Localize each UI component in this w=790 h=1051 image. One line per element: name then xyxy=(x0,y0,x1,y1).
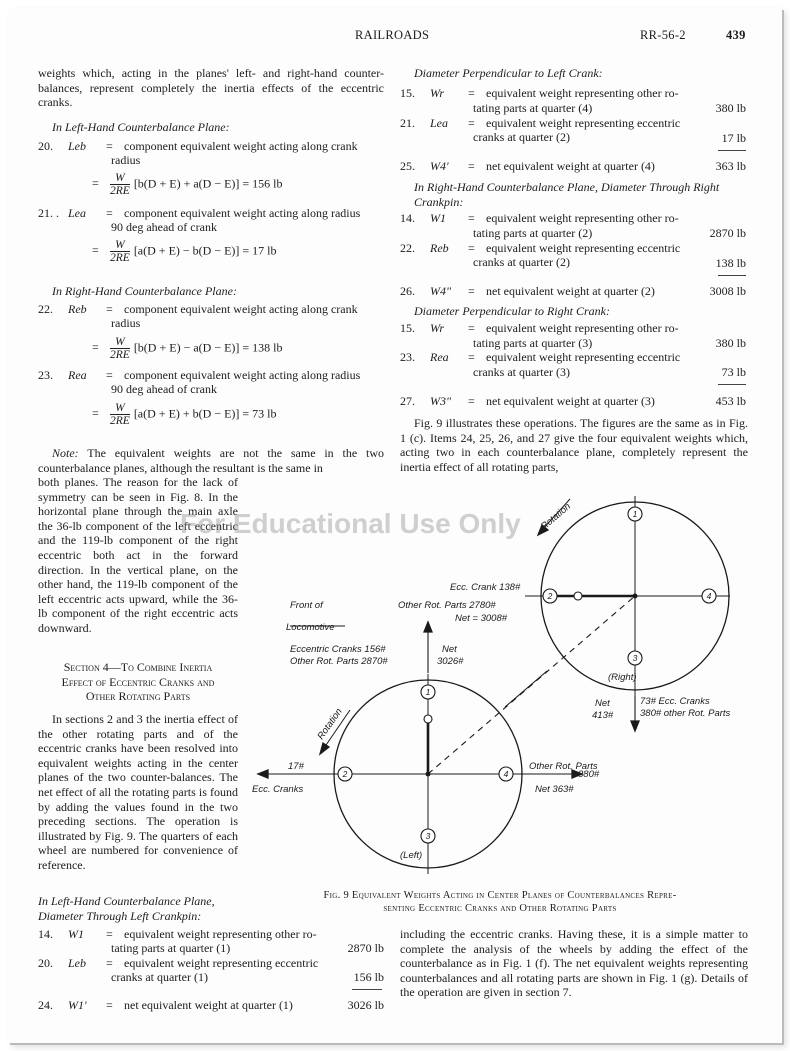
quarter-label: 1 xyxy=(425,687,431,697)
closing-paragraph: including the eccentric cranks. Having these, it is a simple matter to complete the analysis of the wheels by adding the effect of the counterbalance as in Fig. 1 (f). The net equivalent weights representing counterbalances and all rotating parts are shown in Fig. 1 (g). Details of the operation are given in section 7. xyxy=(400,927,748,1000)
eq-number: 26. xyxy=(400,284,415,298)
eq-symbol: W1' xyxy=(68,998,87,1012)
sum-rule xyxy=(352,989,382,990)
eq-r27-row: 27. W3" = net equivalent weight at quarter (3) xyxy=(400,394,655,408)
eq-23-cont: 90 deg ahead of crank xyxy=(111,382,217,396)
section-4-paragraph: In sections 2 and 3 the inertia effect of the other rotating parts and of the eccentric cranks have been resolved into equivalent weights acting in the center planes of the two counter-balances. The net effect of all the rotating parts is found by adding the values found in the two preceding sections. The operation is illustrated by Fig. 9. The quarters of each wheel are numbered for convenience of reference. xyxy=(38,712,238,872)
frac-num: W xyxy=(110,172,130,185)
eq-symbol: Wr xyxy=(430,86,445,100)
eq-number: 21. . xyxy=(38,206,59,220)
eq-description: equivalent weight representing eccentric xyxy=(486,350,681,364)
section-heading-line: Other Rotating Parts xyxy=(85,689,191,704)
eq-symbol: Rea xyxy=(430,350,449,364)
right-heading-3: Diameter Perpendicular to Right Crank: xyxy=(414,304,610,318)
quarter-label: 4 xyxy=(503,769,509,779)
eq-r26-value: 3008 lb xyxy=(709,284,746,298)
other-rot-380-right: 380# other Rot. Parts xyxy=(640,708,731,719)
eq-symbol: Reb xyxy=(430,241,449,255)
eq-r22-row: 22. Reb = equivalent weight representing eccentric xyxy=(400,241,681,255)
eq-r14-row: 14. W1 = equivalent weight representing other ro- xyxy=(400,211,679,225)
sum-rule xyxy=(718,275,746,276)
frac-den: 2RE xyxy=(110,252,130,264)
quarter-label: 3 xyxy=(425,831,431,841)
eq-r22-value: 138 lb xyxy=(715,256,746,270)
rotation-label-left: Rotation xyxy=(315,706,345,742)
quarter-label: 3 xyxy=(632,653,638,663)
section-4-heading xyxy=(38,660,238,704)
watermark: For Educational Use Only xyxy=(180,508,521,539)
lhc-heading-line: In Left-Hand Counterbalance Plane, xyxy=(38,894,215,908)
eq-r26-row: 26. W4" = net equivalent weight at quarter (2) xyxy=(400,284,655,298)
eq-20-formula: = $\frac{W}{2RE}$ [b(D + E) + a(D − E)] = 156 lb xyxy=(92,172,283,197)
right-heading-1: Diameter Perpendicular to Left Crank: xyxy=(414,66,603,80)
eq-b20-value: 156 lb xyxy=(353,970,384,984)
frac-den: 2RE xyxy=(110,415,130,427)
ecc-crank-138: Ecc. Crank 138# xyxy=(450,582,521,593)
eq-description: net equivalent weight at quarter (1) xyxy=(124,998,293,1012)
quarter-label: 4 xyxy=(706,591,712,601)
figure-caption xyxy=(250,889,750,915)
note-paragraph-b: both planes. The reason for the lack of symmetry can be seen in Fig. 8. In the horizontal plane through the main axle the 36-lb component of the left eccentric and the 119-lb component of the right eccentric both act in the forward direction. In the vertical plane, on the other hand, the 119-lb component of the left eccentric acts upward, while the 36-lb component of the right eccentric acts downward. xyxy=(38,475,238,635)
other-rot-2870: Other Rot. Parts 2870# xyxy=(290,656,388,667)
left-wheel-label: (Left) xyxy=(400,850,423,861)
eq-description: component equivalent weight acting along crank xyxy=(124,302,358,316)
eq-number: 27. xyxy=(400,394,415,408)
lhc-heading xyxy=(38,894,215,923)
net-3008: Net = 3008# xyxy=(455,613,508,624)
eq-r27-value: 453 lb xyxy=(715,394,746,408)
note-paragraph-a xyxy=(38,446,384,475)
eq-21-row: 21. . Lea = component equivalent weight acting along radius xyxy=(38,206,361,220)
ecc-cranks-73: 73# Ecc. Cranks xyxy=(640,696,710,707)
formula-expression: [b(D + E) + a(D − E)] = 156 lb xyxy=(133,176,283,191)
section-heading-line: Section 4—To Combine Inertia xyxy=(63,660,213,674)
eq-description: component equivalent weight acting along radius xyxy=(124,206,361,220)
eq-number: 20. xyxy=(38,956,53,970)
eq-21-formula: = $\frac{W}{2RE}$ [a(D + E) − b(D − E)] = 17 lb xyxy=(92,239,277,264)
right-wheel-label: (Right) xyxy=(608,672,637,683)
seventeen-label: 17# xyxy=(288,761,304,772)
eq-number: 23. xyxy=(38,368,53,382)
eq-description: equivalent weight representing eccentric xyxy=(124,956,319,970)
eq-r15b-cont: tating parts at quarter (3) xyxy=(473,336,593,350)
eq-b24-value: 3026 lb xyxy=(347,998,384,1012)
other-rot-label-left: Other Rot. Parts xyxy=(529,761,598,772)
eq-symbol: W3" xyxy=(430,394,452,408)
eq-r15-row: 15. Wr = equivalent weight representing other ro- xyxy=(400,86,679,100)
quarter-label: 1 xyxy=(632,509,638,519)
eq-r23-value: 73 lb xyxy=(721,365,746,379)
front-label-2: Locomotive xyxy=(286,622,335,633)
eq-r15-cont: tating parts at quarter (4) xyxy=(473,101,593,115)
eq-symbol: W4' xyxy=(430,159,449,173)
running-header-title: RAILROADS xyxy=(355,28,430,42)
eq-22-row: 22. Reb = component equivalent weight acting along crank xyxy=(38,302,358,316)
note-text-a: The equivalent weights are not the same in the two counterbalance planes, although the resultant is the same in xyxy=(38,446,384,475)
eq-symbol: Leb xyxy=(68,956,86,970)
eq-description: component equivalent weight acting along radius xyxy=(124,368,361,382)
fig-intro-paragraph: Fig. 9 illustrates these operations. The figures are the same as in Fig. 1 (c). Items 24, 25, 26, and 27 give the four equivalent weights which, acting two in each counterbalance plane, completely represent the inertia effect of all rotating parts, xyxy=(400,416,748,474)
lh-plane-heading: In Left-Hand Counterbalance Plane: xyxy=(52,120,230,134)
caption-line: Fig. 9 Equivalent Weights Acting in Center Planes of Counterbalances Repre- xyxy=(323,890,677,901)
other-rot-380-value: 380# xyxy=(578,769,600,780)
rotation-label-right: Rotation xyxy=(538,501,574,533)
eq-r25-value: 363 lb xyxy=(715,159,746,173)
eq-21-cont: 90 deg ahead of crank xyxy=(111,220,217,234)
intro-paragraph: weights which, acting in the planes' left- and right-hand counter-balances, represent completely the inertia effects of the eccentric cranks. xyxy=(38,66,384,110)
right-heading-2-line: Crankpin: xyxy=(414,194,464,209)
eq-symbol: Reb xyxy=(68,302,87,316)
eq-description: equivalent weight representing other ro- xyxy=(124,927,317,941)
formula-expression: [a(D + E) − b(D − E)] = 17 lb xyxy=(133,243,277,258)
eq-b20-row: 20. Leb = equivalent weight representing eccentric xyxy=(38,956,319,970)
eq-description: equivalent weight representing other ro- xyxy=(486,86,679,100)
ecc-cranks-left: Ecc. Cranks xyxy=(252,784,304,795)
eq-number: 14. xyxy=(38,927,53,941)
eq-b14-value: 2870 lb xyxy=(347,941,384,955)
frac-num: W xyxy=(110,239,130,252)
sum-rule xyxy=(718,150,746,151)
formula-expression: [a(D + E) + b(D − E)] = 73 lb xyxy=(133,406,277,421)
eq-symbol: Wr xyxy=(430,321,445,335)
eq-r22-cont: cranks at quarter (2) xyxy=(473,255,570,269)
eq-number: 23. xyxy=(400,350,415,364)
eq-description: equivalent weight representing eccentric xyxy=(486,116,681,130)
eq-r21-cont: cranks at quarter (2) xyxy=(473,130,570,144)
eq-b20-cont: cranks at quarter (1) xyxy=(111,970,208,984)
other-rot-2780: Other Rot. Parts 2780# xyxy=(398,600,496,611)
eq-symbol: Lea xyxy=(68,206,86,220)
eq-22-formula: = $\frac{W}{2RE}$ [b(D + E) − a(D − E)] = 138 lb xyxy=(92,336,283,361)
right-heading-2 xyxy=(414,180,748,209)
eq-symbol: Leb xyxy=(68,139,86,153)
net-3026: 3026# xyxy=(437,656,464,667)
eq-description: net equivalent weight at quarter (3) xyxy=(486,394,655,408)
front-label-1: Front of xyxy=(290,600,323,611)
net-363: Net 363# xyxy=(535,784,574,795)
sum-rule xyxy=(718,384,746,385)
eq-number: 21. xyxy=(400,116,415,130)
eq-number: 20. xyxy=(38,139,53,153)
eq-b14-cont: tating parts at quarter (1) xyxy=(111,941,231,955)
note-label: Note: xyxy=(52,446,79,460)
eq-r23-row: 23. Rea = equivalent weight representing eccentric xyxy=(400,350,681,364)
frac-num: W xyxy=(110,402,130,415)
page-number: 439 xyxy=(726,28,746,42)
eq-description: component equivalent weight acting along crank xyxy=(124,139,358,153)
eq-20-cont: radius xyxy=(111,153,141,167)
figure-9-diagram xyxy=(250,490,760,890)
net-413-value: 413# xyxy=(592,710,614,721)
eq-description: equivalent weight representing other ro- xyxy=(486,321,679,335)
caption-line: senting Eccentric Cranks and Other Rotating Parts xyxy=(383,903,617,914)
eq-b24-row: 24. W1' = net equivalent weight at quarter (1) xyxy=(38,998,293,1012)
section-heading-line: Effect of Eccentric Cranks and xyxy=(61,674,215,689)
eq-description: net equivalent weight at quarter (2) xyxy=(486,284,655,298)
net-413-label: Net xyxy=(595,698,610,709)
eq-description: equivalent weight representing eccentric xyxy=(486,241,681,255)
quarter-label: 2 xyxy=(342,769,348,779)
eq-23-formula: = $\frac{W}{2RE}$ [a(D + E) + b(D − E)] = 73 lb xyxy=(92,402,277,427)
running-header-code: RR-56-2 xyxy=(640,28,686,42)
frac-num: W xyxy=(110,336,130,349)
quarter-label: 2 xyxy=(547,591,553,601)
eq-description: equivalent weight representing other ro- xyxy=(486,211,679,225)
eq-r23-cont: cranks at quarter (3) xyxy=(473,365,570,379)
formula-expression: [b(D + E) − a(D − E)] = 138 lb xyxy=(133,340,283,355)
eq-symbol: Lea xyxy=(430,116,448,130)
eq-r25-row: 25. W4' = net equivalent weight at quarter (4) xyxy=(400,159,655,173)
ecc-cranks-156: Eccentric Cranks 156# xyxy=(290,644,386,655)
eq-symbol: Rea xyxy=(68,368,87,382)
eq-r14-cont: tating parts at quarter (2) xyxy=(473,226,593,240)
eq-symbol: W1 xyxy=(430,211,446,225)
eq-r15b-row: 15. Wr = equivalent weight representing other ro- xyxy=(400,321,679,335)
eq-r21-value: 17 lb xyxy=(721,131,746,145)
eq-r14-value: 2870 lb xyxy=(709,226,746,240)
eq-number: 22. xyxy=(38,302,53,316)
eq-symbol: W1 xyxy=(68,927,84,941)
eq-number: 14. xyxy=(400,211,415,225)
eq-20-row: 20. Leb = component equivalent weight acting along crank xyxy=(38,139,358,153)
eq-description: net equivalent weight at quarter (4) xyxy=(486,159,655,173)
frac-den: 2RE xyxy=(110,349,130,361)
frac-den: 2RE xyxy=(110,185,130,197)
rh-plane-heading: In Right-Hand Counterbalance Plane: xyxy=(52,284,237,298)
net-label: Net xyxy=(442,644,457,655)
eq-number: 15. xyxy=(400,321,415,335)
eq-number: 22. xyxy=(400,241,415,255)
eq-symbol: W4" xyxy=(430,284,452,298)
eq-r21-row: 21. Lea = equivalent weight representing eccentric xyxy=(400,116,681,130)
eq-22-cont: radius xyxy=(111,316,141,330)
eq-number: 24. xyxy=(38,998,53,1012)
eq-number: 15. xyxy=(400,86,415,100)
right-heading-2-line: In Right-Hand Counterbalance Plane, Diameter Through Right xyxy=(414,180,720,194)
eq-r15b-value: 380 lb xyxy=(715,336,746,350)
eq-b14-row: 14. W1 = equivalent weight representing other ro- xyxy=(38,927,317,941)
eq-number: 25. xyxy=(400,159,415,173)
eq-r15-value: 380 lb xyxy=(715,101,746,115)
lhc-heading-line: Diameter Through Left Crankpin: xyxy=(38,908,202,923)
eq-23-row: 23. Rea = component equivalent weight acting along radius xyxy=(38,368,361,382)
